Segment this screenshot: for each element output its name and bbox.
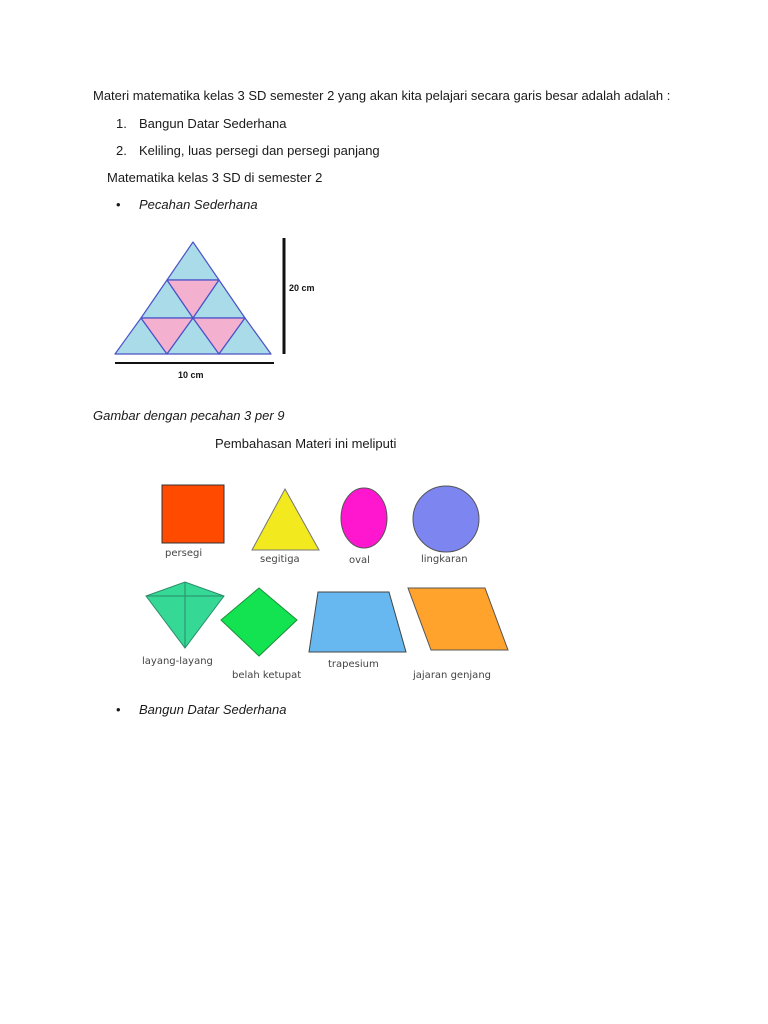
subheading: Matematika kelas 3 SD di semester 2: [107, 170, 323, 185]
layang-label: layang-layang: [142, 656, 213, 667]
list-number-1: 1.: [116, 116, 127, 131]
list-item-1: Bangun Datar Sederhana: [139, 116, 287, 131]
oval-shape: [341, 488, 387, 548]
bullet-2-marker: •: [116, 702, 121, 717]
persegi-shape: [162, 485, 224, 543]
section-title: Pembahasan Materi ini meliputi: [215, 436, 397, 451]
triangle-piece-1: [167, 242, 219, 280]
belah-ketupat-shape: [221, 588, 297, 656]
list-number-2: 2.: [116, 143, 127, 158]
shapes-figure: [135, 470, 520, 688]
intro-paragraph: Materi matematika kelas 3 SD semester 2 yang akan kita pelajari secara garis besar adalah adalah :: [93, 88, 671, 103]
persegi-label: persegi: [165, 548, 203, 559]
jajaran-genjang-shape: [408, 588, 508, 650]
bullet-1-marker: •: [116, 197, 121, 212]
lingkaran-label: lingkaran: [421, 554, 468, 565]
triangle-fraction-figure: [108, 232, 338, 387]
trapesium-label: trapesium: [328, 659, 379, 670]
belah-ketupat-label: belah ketupat: [232, 670, 302, 681]
segitiga-shape: [252, 489, 319, 550]
height-label: 20 cm: [289, 283, 315, 293]
trapesium-shape: [309, 592, 406, 652]
bullet-1-text: Pecahan Sederhana: [139, 197, 258, 212]
jajaran-genjang-label: jajaran genjang: [413, 670, 491, 681]
bullet-2-text: Bangun Datar Sederhana: [139, 702, 287, 717]
lingkaran-shape: [413, 486, 479, 552]
segitiga-label: segitiga: [260, 554, 300, 565]
base-label: 10 cm: [178, 370, 204, 380]
oval-label: oval: [349, 555, 370, 566]
layang-shape: [146, 582, 224, 648]
list-item-2: Keliling, luas persegi dan persegi panjang: [139, 143, 380, 158]
figure-caption: Gambar dengan pecahan 3 per 9: [93, 408, 285, 423]
